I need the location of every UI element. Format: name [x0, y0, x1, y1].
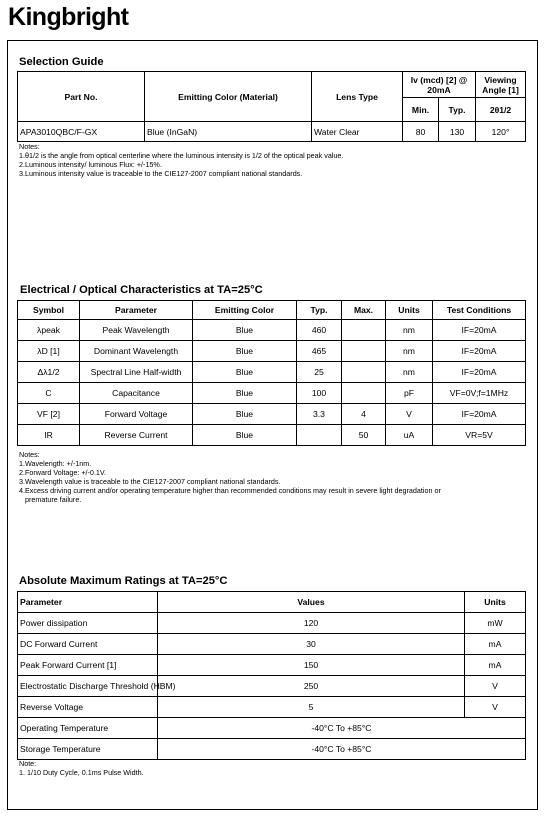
absolute-ratings-table: [17, 591, 526, 760]
cell-parameter: Power dissipation: [18, 613, 158, 634]
header-emitting-color: Emitting Color: [193, 301, 297, 320]
cell-max: [342, 320, 386, 341]
note-line: 2.Luminous intensity/ luminous Flux: +/-15%.: [19, 159, 162, 169]
cell-typ: 25: [297, 362, 342, 383]
cell-value: 5: [158, 697, 465, 718]
cell-lens-type: Water Clear: [312, 122, 403, 142]
cell-color: Blue: [193, 383, 297, 404]
cell-units: mA: [465, 634, 526, 655]
cell-value: 30: [158, 634, 465, 655]
absolute-notes: [19, 760, 144, 778]
table-row: [18, 404, 526, 425]
note-line: Note:: [19, 759, 37, 768]
cell-conditions: IF=20mA: [433, 404, 526, 425]
cell-max: 4: [342, 404, 386, 425]
cell-units: nm: [386, 362, 433, 383]
header-typ: Typ.: [297, 301, 342, 320]
absolute-title: Absolute Maximum Ratings at TA=25°C: [19, 575, 228, 587]
cell-parameter: Dominant Wavelength: [80, 341, 193, 362]
cell-conditions: IF=20mA: [433, 341, 526, 362]
note-line: 2.Forward Voltage: +/-0.1V.: [19, 467, 107, 477]
header-emitting-color: Emitting Color (Material): [145, 72, 312, 122]
header-symbol: Symbol: [18, 301, 80, 320]
electrical-table: [17, 300, 526, 446]
header-iv: Iv (mcd) [2] @ 20mA: [403, 72, 476, 98]
cell-units: V: [465, 676, 526, 697]
cell-color: Blue: [193, 320, 297, 341]
cell-symbol: IR: [18, 425, 80, 446]
cell-value: 250: [158, 676, 465, 697]
note-line: Notes:: [19, 450, 40, 459]
cell-conditions: VR=5V: [433, 425, 526, 446]
header-units: Units: [386, 301, 433, 320]
table-row: [18, 718, 526, 739]
cell-max: [342, 341, 386, 362]
selection-guide-notes: [19, 143, 343, 179]
header-max: Max.: [342, 301, 386, 320]
cell-units: nm: [386, 320, 433, 341]
cell-conditions: IF=20mA: [433, 320, 526, 341]
cell-angle: 120°: [476, 122, 526, 142]
note-line: 4.Excess driving current and/or operating temperature higher than recommended conditions may result in severe light degradation or: [19, 485, 441, 495]
note-line: premature failure.: [19, 494, 82, 504]
cell-conditions: VF=0V;f=1MHz: [433, 383, 526, 404]
cell-parameter: Spectral Line Half-width: [80, 362, 193, 383]
cell-parameter: Peak Forward Current [1]: [18, 655, 158, 676]
cell-typ: [297, 425, 342, 446]
cell-value: 120: [158, 613, 465, 634]
table-row: [18, 320, 526, 341]
cell-typ: 100: [297, 383, 342, 404]
cell-parameter: Reverse Voltage: [18, 697, 158, 718]
cell-parameter: Storage Temperature: [18, 739, 158, 760]
table-row: [18, 613, 526, 634]
electrical-notes: [19, 451, 441, 504]
cell-symbol: Δλ1/2: [18, 362, 80, 383]
cell-units: mW: [465, 613, 526, 634]
cell-parameter: Forward Voltage: [80, 404, 193, 425]
selection-guide-title: Selection Guide: [19, 56, 104, 68]
cell-color: Blue: [193, 362, 297, 383]
header-parameter: Parameter: [80, 301, 193, 320]
cell-parameter: Peak Wavelength: [80, 320, 193, 341]
selection-guide-table: [17, 71, 526, 142]
cell-units: V: [386, 404, 433, 425]
note-line: Notes:: [19, 142, 40, 151]
cell-typ: 460: [297, 320, 342, 341]
note-line: 1.Wavelength: +/-1nm.: [19, 458, 92, 468]
table-row: [18, 739, 526, 760]
header-test-conditions: Test Conditions: [433, 301, 526, 320]
header-units: Units: [465, 592, 526, 613]
cell-parameter: Operating Temperature: [18, 718, 158, 739]
header-lens-type: Lens Type: [312, 72, 403, 122]
table-row: [18, 655, 526, 676]
cell-typ: 465: [297, 341, 342, 362]
cell-parameter: Reverse Current: [80, 425, 193, 446]
cell-symbol: C: [18, 383, 80, 404]
header-parameter: Parameter: [18, 592, 158, 613]
cell-parameter: DC Forward Current: [18, 634, 158, 655]
cell-max: [342, 383, 386, 404]
header-two-theta: 2θ1/2: [476, 98, 526, 122]
cell-symbol: λD [1]: [18, 341, 80, 362]
cell-typ: 130: [439, 122, 476, 142]
cell-min: 80: [403, 122, 439, 142]
header-typ: Typ.: [439, 98, 476, 122]
note-line: 1. 1/10 Duty Cycle, 0.1ms Pulse Width.: [19, 767, 144, 777]
cell-units: pF: [386, 383, 433, 404]
table-row: [18, 425, 526, 446]
cell-units: nm: [386, 341, 433, 362]
cell-part-no: APA3010QBC/F-GX: [18, 122, 145, 142]
cell-emitting-color: Blue (InGaN): [145, 122, 312, 142]
note-line: 3.Wavelength value is traceable to the CIE127-2007 compliant national standards.: [19, 476, 281, 486]
cell-value: -40°C To +85°C: [158, 739, 526, 760]
cell-color: Blue: [193, 404, 297, 425]
cell-symbol: VF [2]: [18, 404, 80, 425]
cell-value: -40°C To +85°C: [158, 718, 526, 739]
cell-value: 150: [158, 655, 465, 676]
cell-conditions: IF=20mA: [433, 362, 526, 383]
table-row: [18, 362, 526, 383]
note-line: 1.θ1/2 is the angle from optical centerline where the luminous intensity is 1/2 of the optical peak value.: [19, 150, 344, 160]
table-row: [18, 634, 526, 655]
cell-symbol: λpeak: [18, 320, 80, 341]
cell-typ: 3.3: [297, 404, 342, 425]
brand-logo: Kingbright: [8, 3, 129, 31]
cell-units: mA: [465, 655, 526, 676]
header-min: Min.: [403, 98, 439, 122]
cell-units: uA: [386, 425, 433, 446]
cell-color: Blue: [193, 425, 297, 446]
note-line: 3.Luminous intensity value is traceable to the CIE127-2007 compliant national standards.: [19, 168, 303, 178]
table-row: [18, 697, 526, 718]
table-row: [18, 383, 526, 404]
cell-units: V: [465, 697, 526, 718]
cell-parameter: Capacitance: [80, 383, 193, 404]
cell-color: Blue: [193, 341, 297, 362]
table-row: [18, 341, 526, 362]
header-part-no: Part No.: [18, 72, 145, 122]
header-viewing-angle: Viewing Angle [1]: [476, 72, 526, 98]
table-row: [18, 122, 526, 142]
cell-max: [342, 362, 386, 383]
cell-max: 50: [342, 425, 386, 446]
header-values: Values: [158, 592, 465, 613]
electrical-title: Electrical / Optical Characteristics at TA=25°C: [20, 284, 263, 296]
cell-parameter: Electrostatic Discharge Threshold (HBM): [18, 676, 158, 697]
table-row: [18, 676, 526, 697]
